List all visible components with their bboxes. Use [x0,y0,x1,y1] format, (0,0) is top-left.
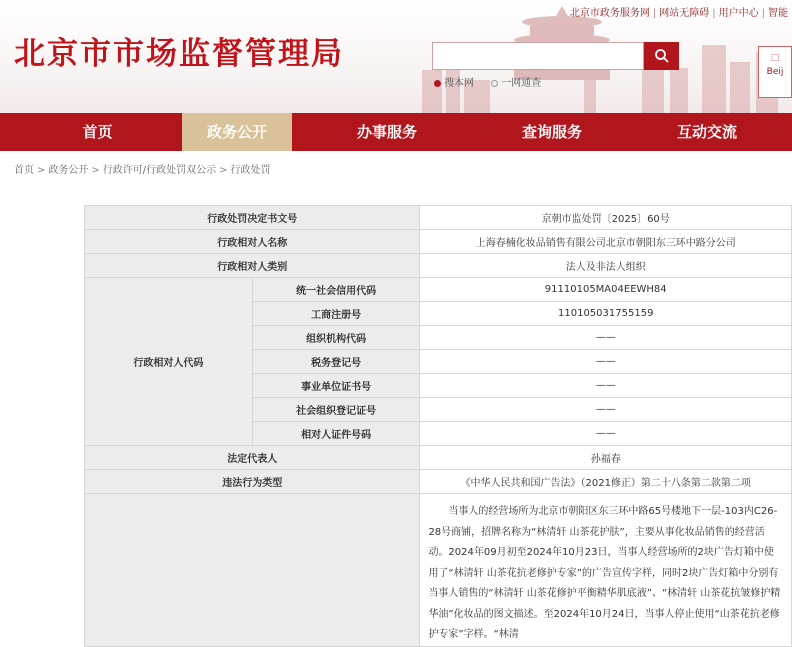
breadcrumb-penalty[interactable]: 行政处罚 [230,165,271,176]
nav-interaction[interactable]: 互动交流 [676,123,737,141]
table-row [85,446,792,470]
row-value: 91110105MA04EEWH84 [420,278,792,302]
top-link-accessibility[interactable]: 网站无障碍 [659,8,710,19]
row-value: 110105031755159 [420,302,792,326]
table-row [85,206,792,230]
nav-query[interactable]: 查询服务 [521,123,582,141]
row-value: —— [420,350,792,374]
row-label: 行政相对人类别 [85,254,420,278]
row-label: 行政相对人名称 [85,230,420,254]
scope-option-all[interactable]: 一网通查 [491,78,541,89]
breadcrumb: 首页 > 政务公开 > 行政许可/行政处罚双公示 > 行政处罚 [14,165,271,176]
row-value: —— [420,398,792,422]
radio-unselected-icon [491,80,498,87]
nav-home[interactable]: 首页 [82,123,113,141]
row-label: 组织机构代码 [252,326,420,350]
search-button[interactable] [644,42,679,70]
search-icon [654,48,670,64]
main-nav [0,113,792,151]
row-value: 孙福春 [420,446,792,470]
row-value: —— [420,422,792,446]
row-label: 工商注册号 [252,302,420,326]
row-value: —— [420,374,792,398]
top-link-smart[interactable]: 智能 [768,8,788,19]
table-row [85,254,792,278]
corner-logo-emblem-icon: ⬚ [770,53,780,63]
penalty-record-table [84,205,792,647]
scope-option-site[interactable]: 搜本网 [434,78,474,89]
violation-description: 当事人的经营场所为北京市朝阳区东三环中路65号楼地下一层-103内C26-28号商铺，招牌名称为“林清轩 山茶花护肤”，主要从事化妆品销售的经营活动。2024年09月初至2024年10月23日，当事人经营场所的2块广告灯箱中使用了“林清轩 山茶花抗老修护专家”的广告宣传字样，同时2块广告灯箱中分别有当事人销售的“林清轩 山茶花修护平衡精华肌底液”、“林清轩 山茶花抗皱修护精华油”化妆品的图文描述。至2024年10月24日，当事人停止使用“山茶花抗老修护专家”字样。“林清 [420,494,792,647]
row-label: 事业单位证书号 [252,374,420,398]
table-row [85,230,792,254]
corner-logo-text: Beij [766,67,784,77]
site-header [0,0,792,113]
row-label: 法定代表人 [85,446,420,470]
row-value: 《中华人民共和国广告法》（2021修正）第二十八条第二款第二项 [420,470,792,494]
row-value: —— [420,326,792,350]
nav-gov-affairs[interactable]: 政务公开 [182,113,292,151]
row-label: 社会组织登记证号 [252,398,420,422]
top-link-government-service[interactable]: 北京市政务服务网 [569,8,650,19]
corner-logo[interactable] [758,46,792,98]
code-group-label: 行政相对人代码 [85,278,253,446]
breadcrumb-disclosure[interactable]: 行政许可/行政处罚双公示 [102,165,217,176]
search-input[interactable] [432,42,644,70]
description-label-cell [85,494,420,647]
row-label: 统一社会信用代码 [252,278,420,302]
row-label: 相对人证件号码 [252,422,420,446]
row-value: 上海春楠化妆品销售有限公司北京市朝阳东三环中路分公司 [420,230,792,254]
row-label: 行政处罚决定书文号 [85,206,420,230]
table-row [85,278,792,302]
row-label: 税务登记号 [252,350,420,374]
row-value: 法人及非法人组织 [420,254,792,278]
row-value: 京朝市监处罚〔2025〕60号 [420,206,792,230]
table-row [85,470,792,494]
site-title[interactable]: 北京市市场监督管理局 [14,36,344,72]
breadcrumb-gov-affairs[interactable]: 政务公开 [48,165,89,176]
top-link-user-center[interactable]: 用户中心 [718,8,759,19]
table-row [85,494,792,647]
search-scope [434,74,555,89]
breadcrumb-home[interactable]: 首页 [14,165,34,176]
top-links: 北京市政务服务网 | 网站无障碍 | 用户中心 | 智能 [569,8,788,19]
radio-selected-icon [434,80,441,87]
row-label: 违法行为类型 [85,470,420,494]
nav-services[interactable]: 办事服务 [356,123,417,141]
